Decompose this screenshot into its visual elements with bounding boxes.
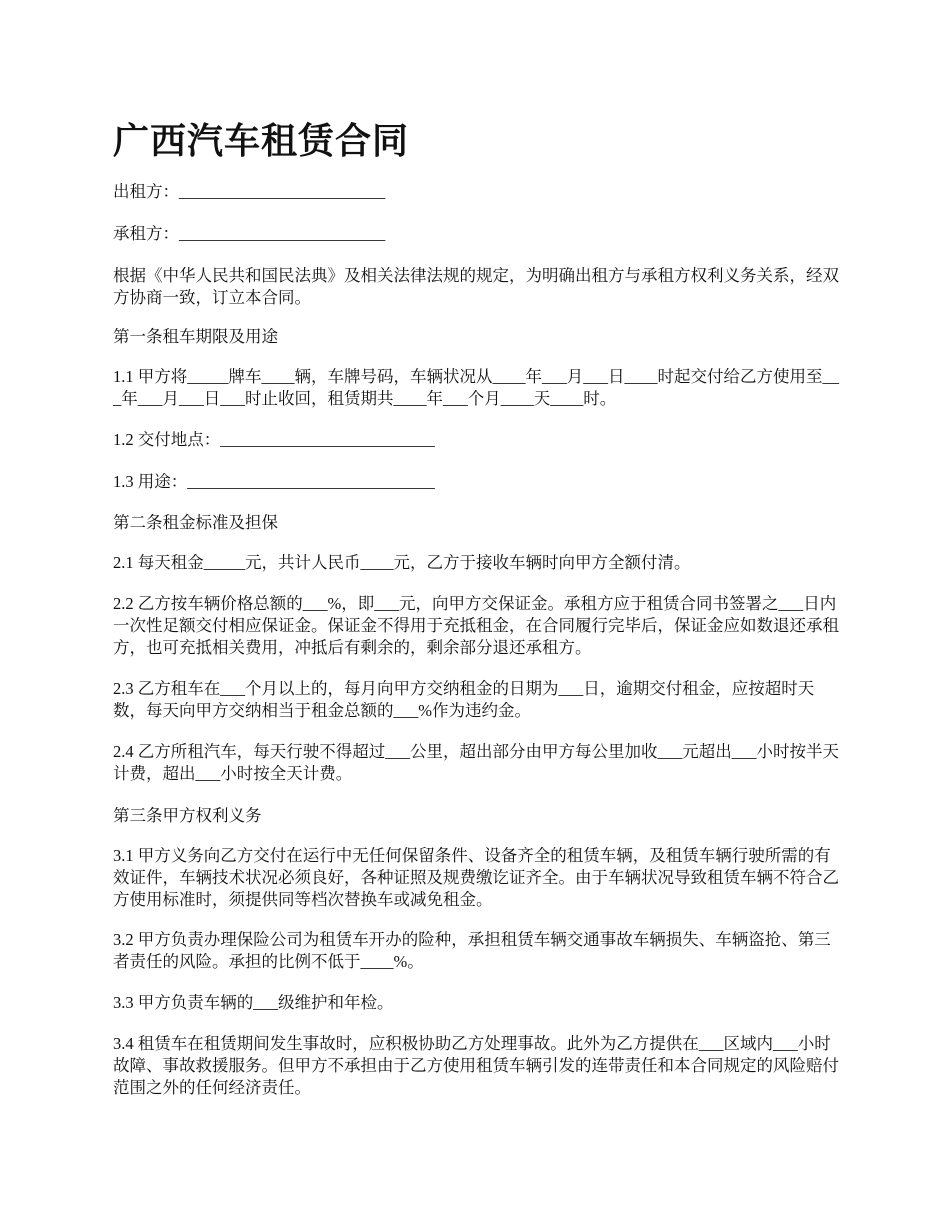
clause-1-3: 1.3 用途：______________________________ bbox=[113, 472, 435, 491]
lessor-line: 出租方：_________________________ bbox=[113, 182, 386, 201]
clause-1-1: 1.1 甲方将_____牌车____辆，车牌号码，车辆状况从____年___月___日____时起交付给乙方使用至___年___月___日___时止收回，租赁期共____年___个月____天____时。 bbox=[113, 367, 839, 408]
clause-3-2: 3.2 甲方负责办理保险公司为租赁车开办的险种，承担租赁车辆交通事故车辆损失、车辆盗抢、第三者责任的风险。承担的比例不低于____%。 bbox=[113, 930, 831, 971]
page-title: 广西汽车租赁合同 bbox=[113, 120, 410, 162]
preamble-paragraph: 根据《中华人民共和国民法典》及相关法律法规的规定，为明确出租方与承租方权利义务关系，经双方协商一致，订立本合同。 bbox=[113, 266, 839, 307]
clause-3-1: 3.1 甲方义务向乙方交付在运行中无任何保留条件、设备齐全的租赁车辆，及租赁车辆行驶所需的有效证件，车辆技术状况必须良好，各种证照及规费缴讫证齐全。由于车辆状况导致租赁车辆不符合乙方使用标准时，须提供同等档次替换车或减免租金。 bbox=[113, 846, 839, 909]
article-3-heading: 第三条甲方权利义务 bbox=[113, 806, 262, 825]
clause-2-2: 2.2 乙方按车辆价格总额的___%，即___元，向甲方交保证金。承租方应于租赁合同书签署之___日内一次性足额交付相应保证金。保证金不得用于充抵租金，在合同履行完毕后，保证金应如数退还承租方，也可充抵相关费用，冲抵后有剩余的，剩余部分退还承租方。 bbox=[113, 594, 839, 657]
article-1-heading: 第一条租车期限及用途 bbox=[113, 327, 278, 346]
clause-2-4: 2.4 乙方所租汽车，每天行驶不得超过___公里，超出部分由甲方每公里加收___元超出___小时按半天计费，超出___小时按全天计费。 bbox=[113, 742, 839, 783]
clause-1-2: 1.2 交付地点：__________________________ bbox=[113, 430, 435, 449]
clause-2-1: 2.1 每天租金_____元，共计人民币____元，乙方于接收车辆时向甲方全额付清。 bbox=[113, 553, 691, 572]
article-2-heading: 第二条租金标准及担保 bbox=[113, 513, 278, 532]
clause-3-4: 3.4 租赁车在租赁期间发生事故时，应积极协助乙方处理事故。此外为乙方提供在___区域内___小时故障、事故救援服务。但甲方不承担由于乙方使用租赁车辆引发的连带责任和本合同规定的风险赔付范围之外的任何经济责任。 bbox=[113, 1034, 839, 1097]
clause-3-3: 3.3 甲方负责车辆的___级维护和年检。 bbox=[113, 993, 394, 1012]
clause-2-3: 2.3 乙方租车在___个月以上的，每月向甲方交纳租金的日期为___日，逾期交付租金，应按超时天数，每天向甲方交纳相当于租金总额的___%作为违约金。 bbox=[113, 679, 815, 720]
lessee-line: 承租方：_________________________ bbox=[113, 224, 386, 243]
